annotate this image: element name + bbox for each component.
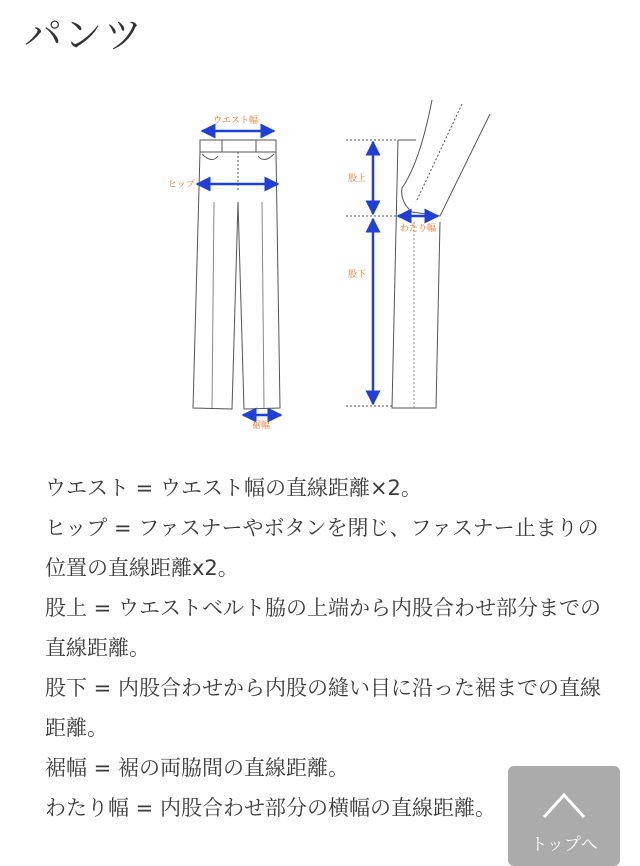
chevron-up-icon [541, 790, 587, 820]
thigh-width-description: わたり幅 = 内股合わせ部分の横幅の直線距離。 [45, 796, 496, 820]
waist-description: ウエスト = ウエスト幅の直線距離×2。 [45, 476, 422, 500]
back-to-top-button[interactable] [508, 766, 620, 866]
inseam-description: 股下 = 内股合わせから内股の縫い目に沿った裾までの直線距離。 [45, 676, 601, 740]
hip-description: ヒップ = ファスナーやボタンを閉じ、ファスナー止まりの位置の直線距離x2。 [45, 516, 599, 580]
hem-width-description: 裾幅 = 裾の両脇間の直線距離。 [45, 756, 349, 780]
rise-description: 股上 = ウエストベルト脇の上端から内股合わせ部分までの直線距離。 [45, 596, 601, 660]
pants-side-illustration [392, 100, 490, 408]
page-title: パンツ [24, 13, 145, 57]
rise-label: 股上 [348, 174, 367, 184]
hip-label: ヒップ [168, 180, 195, 190]
thigh-width-label: わたり幅 [400, 224, 437, 234]
waist-width-label: ウエスト幅 [213, 116, 259, 126]
back-to-top-label: トップへ [530, 835, 598, 855]
pants-front-illustration [193, 140, 280, 409]
hem-width-label: 裾幅 [252, 421, 271, 431]
pants-measurement-diagram [0, 92, 640, 437]
inseam-label: 股下 [348, 270, 367, 280]
